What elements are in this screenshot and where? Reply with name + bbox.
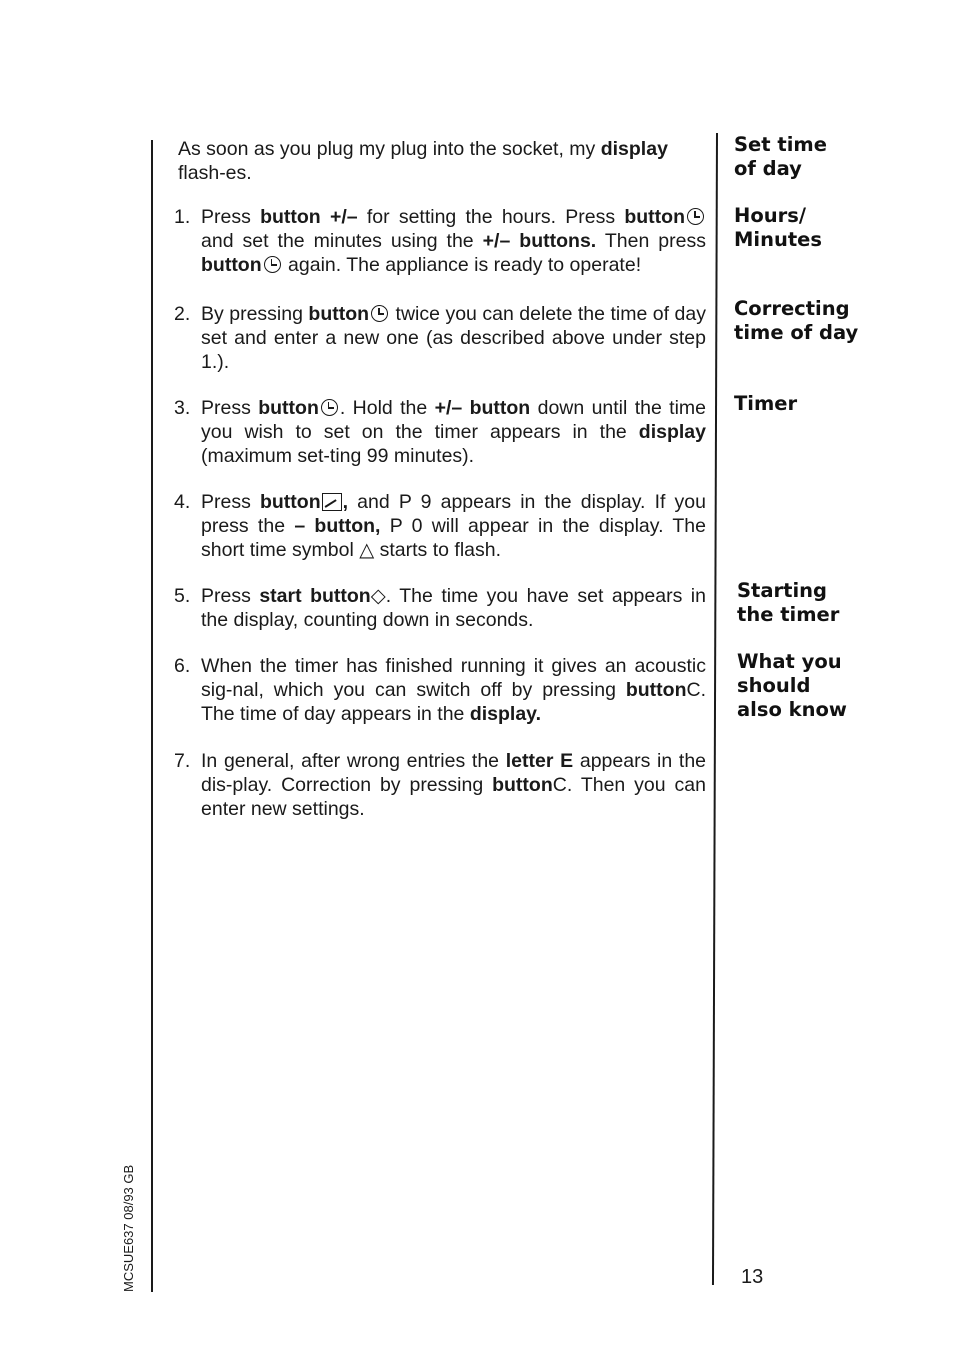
bold-run: button +/–: [260, 206, 358, 228]
bold-run: +/– buttons.: [482, 230, 597, 252]
bold-run: button: [259, 491, 321, 513]
text-run: When the timer has finished running it gives an acoustic sig-nal, which you can switch off by pressing: [201, 655, 706, 701]
column-divider-rule: [712, 133, 718, 1285]
timer-button-icon: [322, 493, 342, 511]
text-run: . The time you have set appears in the display, counting down in seconds.: [201, 585, 706, 631]
intro-paragraph: As soon as you plug my plug into the socket, my display flash-es.: [178, 138, 668, 184]
text-run: Press: [201, 491, 260, 513]
bold-run: – button,: [294, 515, 381, 537]
sidebar-heading-hours-minutes: Hours/ Minutes: [734, 204, 823, 251]
sidebar-heading-timer: Timer: [734, 392, 798, 415]
text-run: (maximum set-ting 99 minutes).: [201, 445, 475, 467]
step-6: [174, 654, 706, 726]
page-number: 13: [741, 1266, 764, 1288]
clear-icon: C: [686, 679, 701, 701]
bold-run: button: [624, 206, 685, 228]
step-number: 5.: [174, 585, 191, 607]
step-3: [174, 396, 706, 468]
sidebar-heading-set-time: Set time of day: [734, 133, 827, 180]
text-run: twice you can delete the time of day set and enter a new one (as described above under step 1.).: [201, 303, 706, 373]
bold-run: button: [201, 254, 262, 276]
bold-run: button: [308, 303, 370, 325]
step-text: [201, 302, 706, 374]
text-run: appears in the dis-play. Correction by pressing: [201, 750, 707, 796]
step-text: [201, 396, 706, 468]
step-text: [201, 654, 706, 726]
step-number: 3.: [174, 397, 191, 419]
sidebar-heading-what-to-know: What you should also know: [737, 650, 847, 721]
start-icon: ◇: [370, 585, 386, 607]
text-run: In general, after wrong entries the: [201, 750, 506, 772]
step-4: [174, 490, 706, 562]
text-run: Press: [201, 206, 261, 228]
text-run: and set the minutes using the: [201, 230, 483, 252]
step-number: 2.: [174, 303, 191, 325]
clock-icon: [687, 208, 704, 225]
text-run: down until the time you wish to set on the timer appears in the: [201, 397, 707, 443]
text-run: starts to flash.: [374, 539, 502, 561]
bold-run: start button: [259, 585, 371, 607]
bold-run: button: [625, 679, 687, 701]
text-run: for setting the hours. Press: [357, 206, 625, 228]
text-run: Press: [201, 585, 260, 607]
text-run: . Hold the: [339, 397, 435, 419]
step-number: 1.: [174, 206, 191, 228]
step-number: 6.: [174, 655, 191, 677]
bold-run: display.: [469, 703, 541, 725]
step-number: 4.: [174, 491, 191, 513]
step-7: [174, 749, 706, 821]
step-text: [201, 584, 706, 632]
text-run: . The time of day appears in the: [201, 679, 706, 725]
text-run: again. The appliance is ready to operate!: [282, 254, 642, 276]
text-run: Then press: [596, 230, 706, 252]
sidebar-heading-starting-timer: Starting the timer: [737, 579, 840, 626]
bold-run: button: [492, 774, 553, 796]
step-number: 7.: [174, 750, 191, 772]
step-5: [174, 584, 706, 632]
step-text: [201, 205, 706, 277]
text-run: Press: [201, 397, 259, 419]
document-code: MCSUE637 08/93 GB: [121, 1164, 136, 1292]
sidebar-heading-correcting: Correcting time of day: [734, 297, 859, 344]
bell-icon: △: [359, 539, 375, 561]
bold-run: display: [638, 421, 706, 443]
step-text: [201, 490, 706, 562]
clock-icon: [321, 399, 338, 416]
bold-run: ,: [342, 491, 349, 513]
bold-run: button: [258, 397, 319, 419]
text-run: and P 9 appears in the display. If you press the: [201, 491, 706, 537]
step-1: [174, 205, 706, 277]
left-margin-rule: [151, 140, 153, 1292]
text-run: . Then you can enter new settings.: [201, 774, 706, 820]
step-text: [201, 749, 706, 821]
clock-icon: [264, 256, 281, 273]
text-run: By pressing: [201, 303, 309, 325]
step-2: [174, 302, 706, 374]
text-run: P 0 will appear in the display. The short time symbol: [201, 515, 706, 561]
bold-run: letter E: [505, 750, 574, 772]
clock-icon: [371, 305, 388, 322]
bold-run: +/– button: [434, 397, 531, 419]
clear-icon: C: [552, 774, 567, 796]
